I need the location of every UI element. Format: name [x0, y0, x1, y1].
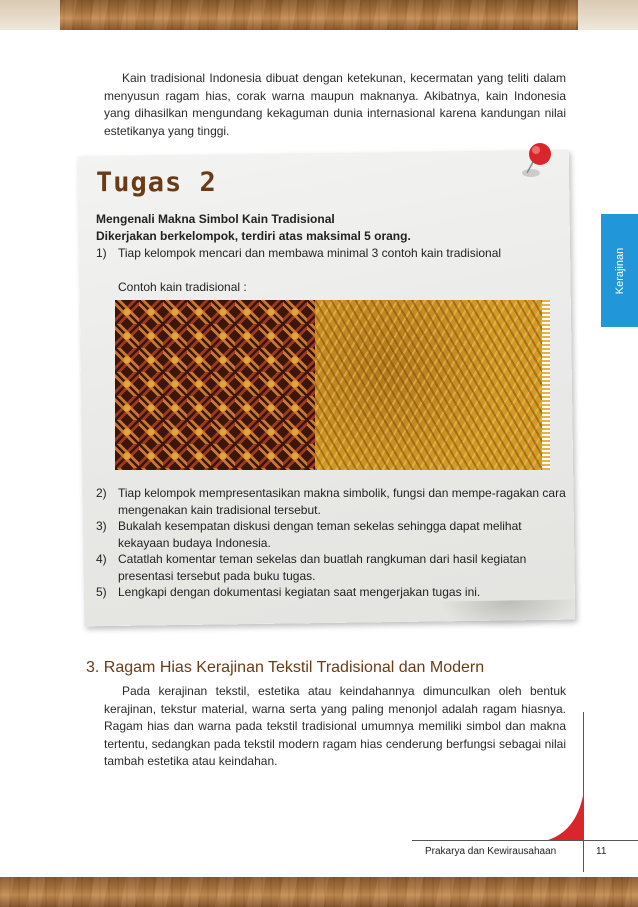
item-number: 3): [96, 519, 107, 533]
wood-border-bottom: [0, 877, 638, 907]
task-item: [96, 518, 566, 551]
intro-text: Kain tradisional Indonesia dibuat dengan ketekunan, kecermatan yang teliti dalam menyusun ragam hias, corak warna maupun maknanya. Akibatnya, kain Indonesia yang dihasilkan mengundang kekaguman dunia internasional karena kandungan nilai estetikanya yang tinggi.: [104, 71, 566, 138]
intro-paragraph: [104, 70, 566, 140]
item-number: 5): [96, 585, 107, 599]
textile-ikat-pattern: [115, 300, 315, 470]
chapter-side-tab[interactable]: [601, 214, 638, 327]
wood-border-top: [0, 0, 638, 30]
red-corner-decoration: [548, 790, 584, 840]
page-corner-right: [578, 0, 638, 30]
item-text: Tiap kelompok mencari dan membawa minimal 3 contoh kain tradisional: [118, 246, 502, 260]
footer-book-title: Prakarya dan Kewirausahaan: [425, 846, 557, 857]
item-number: 1): [96, 246, 107, 260]
footer-rule: [412, 840, 638, 841]
task-item: [96, 245, 566, 262]
note-curl-shadow: [439, 599, 579, 631]
example-label: Contoh kain tradisional :: [118, 280, 247, 294]
section-body: [104, 683, 566, 771]
task-subheading: Dikerjakan berkelompok, terdiri atas maksimal 5 orang.: [96, 229, 411, 243]
item-text: Bukalah kesempatan diskusi dengan teman sekelas sehingga dapat melihat kekayaan budaya Indonesia.: [118, 519, 522, 550]
item-text: Lengkapi dengan dokumentasi kegiatan saat mengerjakan tugas ini.: [118, 585, 481, 599]
traditional-textile-image: [115, 300, 550, 470]
footer-separator: [583, 840, 584, 864]
page-number: 11: [596, 846, 607, 857]
item-number: 2): [96, 486, 107, 500]
task-title: Tugas 2: [96, 167, 217, 198]
section-title: 3. Ragam Hias Kerajinan Tekstil Tradisional dan Modern: [86, 659, 485, 676]
push-pin-icon: [519, 140, 555, 180]
task-item: [96, 584, 566, 601]
side-tab-label: Kerajinan: [613, 247, 626, 294]
page-corner-left: [0, 0, 60, 30]
task-heading: Mengenali Makna Simbol Kain Tradisional: [96, 212, 335, 226]
section-body-text: Pada kerajinan tekstil, estetika atau keindahannya dimunculkan oleh bentuk kerajinan, tekstur material, warna serta yang paling menonjol adalah ragam hiasnya. Ragam hias dan warna pada tekstil tradisional umumnya memiliki simbol dan makna tertentu, sedangkan pada tekstil modern ragam hias cenderung berfungsi sebagai nilai tambah estetika atau keindahan.: [104, 684, 566, 768]
task-item: [96, 551, 566, 584]
item-number: 4): [96, 552, 107, 566]
textile-fringe: [542, 300, 550, 470]
item-text: Tiap kelompok mempresentasikan makna simbolik, fungsi dan mempe-ragakan cara mengenakan kain tradisional tersebut.: [118, 486, 566, 517]
item-text: Catatlah komentar teman sekelas dan buatlah rangkuman dari hasil kegiatan presentasi tersebut pada buku tugas.: [118, 552, 527, 583]
task-item: [96, 485, 566, 518]
textile-songket-pattern: [315, 300, 550, 470]
